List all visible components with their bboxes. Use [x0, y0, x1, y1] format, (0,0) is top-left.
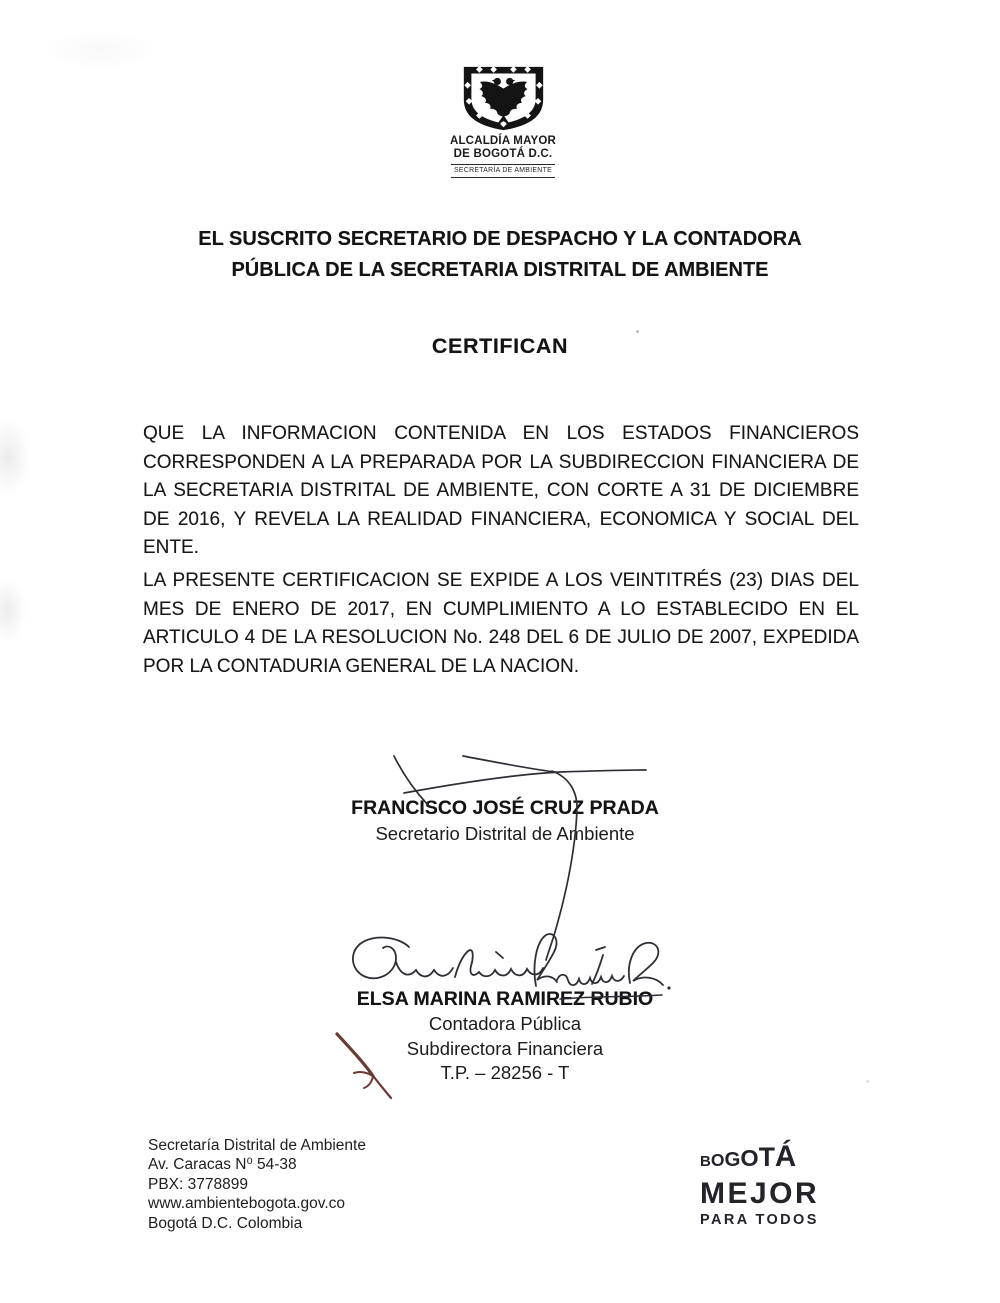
document-title-line1: EL SUSCRITO SECRETARIO DE DESPACHO Y LA CONTADORA: [198, 228, 802, 250]
signer2-license: T.P. – 28256 - T: [440, 1062, 570, 1083]
bogota-mejor-para-todos-logo: [700, 1142, 819, 1228]
signer1-role: Secretario Distrital de Ambiente: [375, 823, 635, 844]
body-paragraph-1: QUE LA INFORMACION CONTENIDA EN LOS ESTADOS FINANCIEROS CORRESPONDEN A LA PREPARADA POR LA SUBDIRECCION FINANCIERA DE LA SECRETARIA DISTRITAL DE AMBIENTE, CON CORTE A 31 DE DICIEMBRE DE 2016, Y REVELA LA REALIDAD FINANCIERA, ECONOMICA Y SOCIAL DEL ENTE.: [143, 423, 859, 559]
bogota-coat-of-arms-icon: [455, 64, 552, 132]
signer2-role-1: Contadora Pública: [428, 1013, 582, 1034]
scan-speck: [636, 330, 639, 333]
seal-org-name-line2: DE BOGOTÁ D.C.: [453, 148, 553, 160]
brand-word-mejor: MEJOR: [700, 1177, 820, 1210]
footer-address-street: Av. Caracas N⁰ 54-38: [148, 1156, 297, 1174]
footer-address-website: www.ambientebogota.gov.co: [148, 1195, 346, 1213]
signer1-signature: [394, 756, 646, 960]
seal-sub-org-name: SECRETARÍA DE AMBIENTE: [454, 167, 552, 174]
footer-address-phone: PBX: 3778899: [148, 1175, 248, 1193]
footer-address-org: Secretaría Distrital de Ambiente: [148, 1137, 366, 1154]
certify-heading: CERTIFICAN: [431, 334, 569, 358]
signer2-role-2: Subdirectora Financiera: [406, 1038, 604, 1059]
body-paragraph-2: LA PRESENTE CERTIFICACION SE EXPIDE A LOS VEINTITRÉS (23) DIAS DEL MES DE ENERO DE 2017, EN CUMPLIMIENTO A LO ESTABLECIDO EN EL ARTICULO 4 DE LA RESOLUCION No. 248 DEL 6 DE JULIO DE 2007, EXPEDIDA POR LA CONTADURIA GENERAL DE LA NACION.: [143, 570, 859, 677]
document-title-line2: PÚBLICA DE LA SECRETARIA DISTRITAL DE AMBIENTE: [231, 259, 769, 281]
footer-address: [148, 1136, 366, 1233]
signer2-name: ELSA MARINA RAMIREZ RUBIO: [356, 988, 654, 1010]
seal-divider: [451, 177, 555, 178]
header-seal: [428, 64, 578, 180]
seal-divider: [451, 164, 555, 165]
signer1-name: FRANCISCO JOSÉ CRUZ PRADA: [351, 797, 659, 819]
footer-address-city: Bogotá D.C. Colombia: [148, 1214, 303, 1232]
document-title: [100, 224, 900, 286]
scan-smudge: [0, 418, 30, 496]
scan-smudge: [40, 30, 160, 70]
brand-word-para-todos: PARA TODOS: [700, 1212, 819, 1228]
scan-smudge: [0, 578, 26, 642]
brand-word-bogota: B O G O T Á: [700, 1140, 797, 1173]
seal-org-name-line1: ALCALDÍA MAYOR: [449, 135, 557, 147]
